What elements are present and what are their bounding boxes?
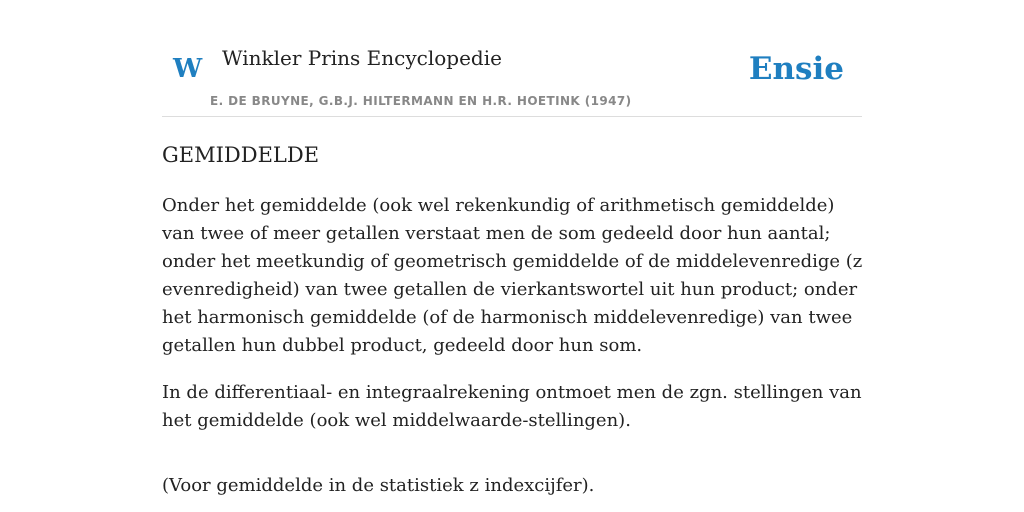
authors-line: E. DE BRUYNE, G.B.J. HILTERMANN EN H.R. HOETINK (1947) [210, 94, 632, 108]
entry-paragraph: In de differentiaal- en integraalrekening ontmoet men de zgn. stellingen van het gemiddelde (ook wel middelwaarde-stellingen). [162, 382, 862, 431]
ensie-logo[interactable]: Ensie [748, 51, 844, 87]
entry-body [162, 192, 864, 512]
entry-title: GEMIDDELDE [162, 143, 320, 167]
publication-title[interactable]: Winkler Prins Encyclopedie [222, 46, 502, 70]
winkler-prins-logo[interactable]: W [173, 54, 203, 84]
source-header [162, 0, 862, 117]
entry-paragraph: Onder het gemiddelde (ook wel rekenkundig of arithmetisch gemiddelde) van twee of meer getallen verstaat men de som gedeeld door hun aantal; onder het meetkundig of geometrisch gemiddelde of de middelevenredige (z evenredigheid) van twee getallen de vierkantswortel uit hun product; onder het harmonisch gemiddelde (of de harmonisch middelevenredige) van twee getallen hun dubbel product, gedeeld door hun som. [162, 195, 863, 356]
entry-paragraph: (Voor gemiddelde in de statistiek z indexcijfer). [162, 475, 595, 496]
